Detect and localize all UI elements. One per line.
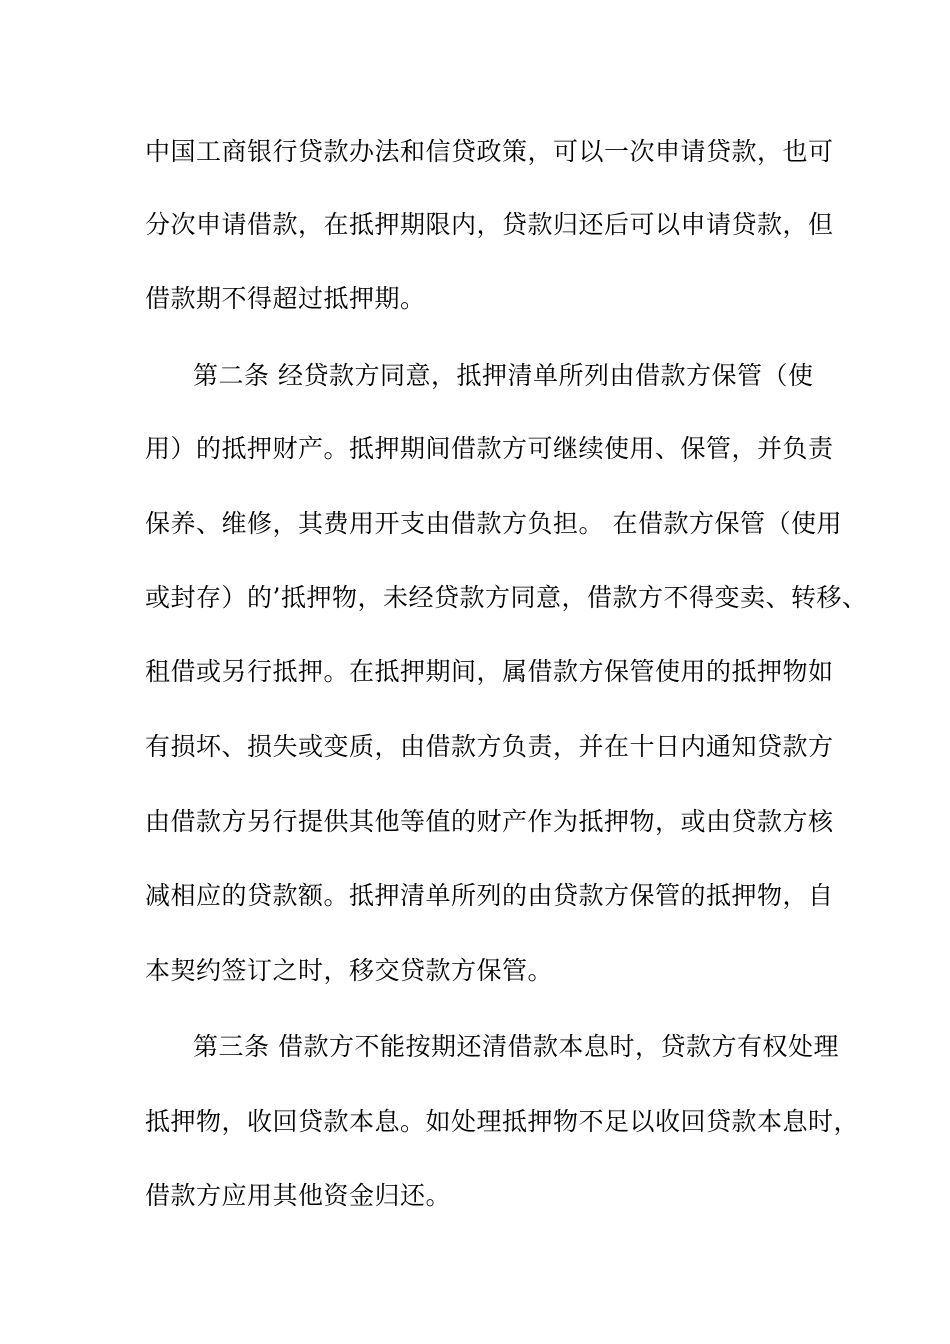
text-line: 有损坏、损失或变质，由借款方负责，并在十日内通知贷款方 [145,732,834,761]
article-two-heading-line: 第二条 经贷款方同意，抵押清单所列由借款方保管（使 [193,361,814,390]
text-line: 借款期不得超过抵押期。 [145,284,426,313]
text-line: 本契约签订之时，移交贷款方保管。 [145,956,554,985]
text-line: 抵押物，收回贷款本息。如处理抵押物不足以收回贷款本息时， [145,1107,860,1136]
text-line: 或封存）的’抵押物，未经贷款方同意，借款方不得变卖、转移、 [145,583,868,612]
text-line: 租借或另行抵押。在抵押期间，属借款方保管使用的抵押物如 [145,657,834,686]
text-line: 分次申请借款，在抵押期限内，贷款归还后可以申请贷款，但 [145,210,834,239]
text-line: 借款方应用其他资金归还。 [145,1181,452,1210]
text-line: 保养、维修，其费用开支由借款方负担。 在借款方保管（使用 [145,509,842,538]
text-line: 中国工商银行贷款办法和信贷政策，可以一次申请贷款，也可 [145,137,834,166]
text-line: 减相应的贷款额。抵押清单所列的由贷款方保管的抵押物，自 [145,881,834,910]
article-three-heading-line: 第三条 借款方不能按期还清借款本息时，贷款方有权处理 [193,1032,839,1061]
text-line: 用）的抵押财产。抵押期间借款方可继续使用、保管，并负责 [145,434,834,463]
text-line: 由借款方另行提供其他等值的财产作为抵押物，或由贷款方核 [145,807,834,836]
